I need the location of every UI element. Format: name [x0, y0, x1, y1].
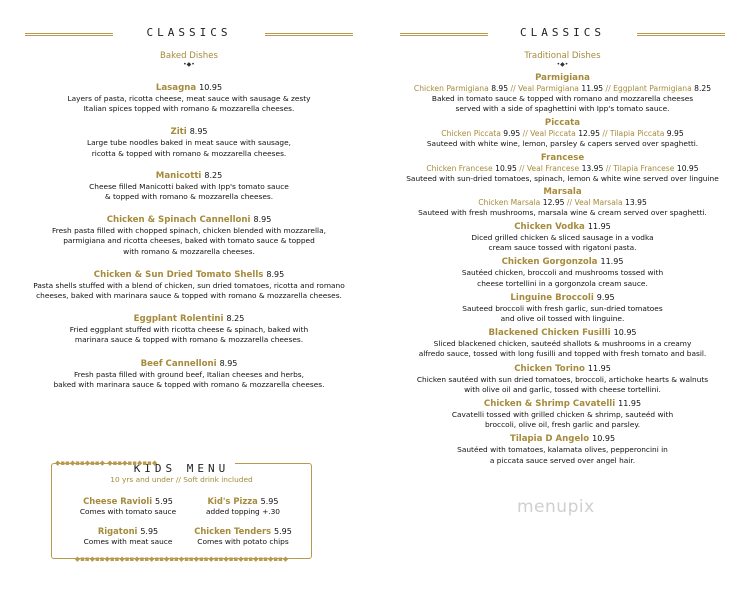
menu-item-name: Piccata	[544, 118, 581, 129]
menu-item-desc: Sautéed chicken, broccoli and mushrooms tossed with	[461, 268, 664, 278]
menu-item	[400, 221, 725, 253]
menu-item-variants: Chicken Piccata 9.95 // Veal Piccata 12.95 // Tilapia Piccata 9.95	[441, 129, 684, 139]
menu-item-name: Chicken & Spinach Cannelloni 8.95	[106, 215, 272, 226]
menu-item-name: Chicken & Shrimp Cavatelli 11.95	[483, 399, 642, 410]
menu-item-desc: with olive oil and garlic, tossed with cheese tortellini.	[464, 384, 661, 394]
menu-item-desc: Italian spices topped with romano & mozzarella cheeses.	[83, 104, 295, 114]
menu-item-price: 8.95	[219, 358, 238, 368]
kids-item	[68, 526, 188, 547]
menu-item-name: Ziti 8.95	[170, 127, 208, 138]
menu-item-desc: baked with marinara sauce & topped with romano & mozzarella cheeses.	[53, 379, 325, 389]
section-subtitle: Traditional Dishes	[524, 51, 601, 61]
menu-item-name: Linguine Broccoli 9.95	[510, 292, 615, 303]
menu-item-name: Eggplant Rolentini 8.25	[133, 314, 245, 325]
menu-item	[400, 256, 725, 288]
menu-item-price: 11.95	[600, 257, 624, 267]
menu-item-price: 11.95	[587, 222, 611, 232]
menu-item-price: 11.95	[618, 399, 642, 409]
menu-item	[400, 363, 725, 395]
menu-item-name: Beef Cannelloni 8.95	[140, 358, 238, 369]
kids-item-desc: Comes with meat sauce	[83, 537, 173, 546]
menu-item-name: Tilapia D Angelo 10.95	[509, 434, 616, 445]
menu-item-name: Lasagna 10.95	[155, 83, 223, 93]
traditional-dishes-list	[400, 73, 725, 466]
menu-item-desc: Fresh pasta filled with chopped spinach, chicken blended with mozzarella,	[52, 226, 326, 236]
menu-item-desc: Fried eggplant stuffed with ricotta cheese & spinach, baked with	[69, 325, 309, 335]
menu-item-name: Francese	[540, 152, 585, 163]
menu-item	[25, 170, 353, 202]
menu-item-desc: Large tube noodles baked in meat sauce with sausage,	[86, 138, 292, 148]
section-header	[400, 26, 725, 42]
menu-item-price: 8.25	[226, 314, 245, 324]
menu-item-price: 9.95	[596, 292, 615, 302]
menu-item-desc: & topped with romano & mozzarella cheeses.	[104, 192, 274, 202]
menu-item-desc: Cavatelli tossed with grilled chicken & shrimp, sauteéd with	[451, 410, 674, 420]
menu-item-price: 8.95	[266, 269, 285, 279]
menu-item	[25, 358, 353, 390]
kids-item-name: Chicken Tenders 5.95	[194, 526, 292, 536]
menu-item-desc: Layers of pasta, ricotta cheese, meat sauce with sausage & zesty	[67, 94, 311, 103]
menu-item	[25, 126, 353, 158]
kids-item-desc: Comes with tomato sauce	[79, 507, 177, 516]
menu-item-price: 8.25	[204, 170, 223, 180]
section-subtitle: Baked Dishes	[160, 51, 218, 61]
menu-item-desc: Sauteed with fresh mushrooms, marsala wine & cream served over spaghetti.	[418, 207, 707, 217]
header-rule-right	[637, 33, 725, 36]
menu-item	[400, 433, 725, 465]
menu-item	[25, 214, 353, 257]
menu-item	[400, 398, 725, 430]
menu-item	[400, 187, 725, 218]
menu-item-desc: Baked in tomato sauce & topped with romano and mozzarella cheeses	[431, 94, 694, 103]
menu-item-name: Marsala	[543, 186, 582, 197]
menu-item-desc: cheese tortellini in a gorgonzola cream sauce.	[477, 278, 648, 288]
kids-border-ornament: ◆▪▪◆▪▪◆▪▪◆▪▪◆▪▪◆▪▪◆▪▪◆▪▪◆▪▪◆▪▪◆▪▪◆▪▪◆▪▪◆▪▪◆	[74, 555, 289, 563]
menu-item-desc: ricotta & topped with romano & mozzarella cheeses.	[91, 148, 287, 158]
kids-item	[183, 496, 303, 517]
menu-item-variants: Chicken Marsala 12.95 // Veal Marsala 13.95	[478, 197, 647, 207]
menu-item-desc: served with a side of spaghettini with Ipp's tomato sauce.	[455, 104, 670, 114]
menu-item-price: 10.95	[613, 328, 637, 338]
kids-item-name: Rigatoni 5.95	[97, 526, 159, 536]
kids-menu-title: KIDS MENU	[51, 457, 312, 476]
menu-item-desc: a piccata sauce served over angel hair.	[489, 455, 636, 465]
menu-item-price: 11.95	[587, 363, 611, 373]
ornament-icon: •◆•	[556, 61, 569, 68]
menu-item	[400, 118, 725, 149]
menu-item-desc: Sautéed with tomatoes, kalamata olives, pepperoncini in	[457, 445, 668, 455]
section-header	[25, 26, 353, 42]
menu-item-desc: cheeses, baked with marinara sauce & topped with romano & mozzarella cheeses.	[36, 291, 342, 301]
menu-item-name: Parmigiana	[535, 73, 590, 83]
menu-item-desc: Chicken sautéed with sun dried tomatoes, broccoli, artichoke hearts & walnuts	[416, 374, 709, 384]
kids-border-ornament: ◆▪▪◆▪▪◆▪▪◆ ◆▪▪◆▪▪◆▪▪◆	[55, 459, 158, 467]
menu-item-desc: cream sauce tossed with rigatoni pasta.	[488, 243, 637, 253]
menu-item-desc: Sliced blackened chicken, sauteéd shallots & mushrooms in a creamy	[433, 339, 692, 349]
kids-item-desc: Comes with potato chips	[197, 537, 289, 546]
menu-item	[25, 82, 353, 114]
kids-item-desc: added topping +.30	[205, 507, 281, 516]
header-rule-right	[265, 33, 353, 36]
menu-item-name: Manicotti 8.25	[155, 170, 223, 181]
kids-menu-note: 10 yrs and under // Soft drink included	[110, 475, 253, 484]
menu-item-desc: Cheese filled Manicotti baked with Ipp's tomato sauce	[89, 181, 289, 191]
menu-item-desc: and olive oil tossed with linguine.	[500, 314, 625, 324]
left-menu-column	[25, 0, 353, 390]
kids-item	[183, 526, 303, 547]
kids-item-name: Kid's Pizza 5.95	[207, 496, 279, 506]
menu-item-desc: Sauteed with white wine, lemon, parsley & capers served over spaghetti.	[426, 139, 699, 149]
menu-item-desc: Diced grilled chicken & sliced sausage in a vodka	[471, 233, 654, 243]
menu-item-desc: marinara sauce & topped with romano & mozzarella cheeses.	[74, 335, 304, 345]
menu-item-price: 10.95	[592, 434, 616, 444]
menu-item-price: 10.95	[199, 83, 223, 92]
kids-item	[68, 496, 188, 517]
menupix-watermark: menupix	[517, 497, 595, 517]
menu-item-desc: Sauteed with sun-dried tomatoes, spinach, lemon & white wine served over linguine	[406, 173, 719, 183]
menu-item	[400, 292, 725, 324]
menu-item-variants: Chicken Francese 10.95 // Veal Francese 13.95 // Tilapia Francese 10.95	[426, 163, 699, 173]
menu-item	[400, 73, 725, 114]
menu-item	[400, 153, 725, 184]
kids-menu-box	[51, 457, 312, 563]
menu-item-desc: broccoli, olive oil, fresh garlic and parsley.	[484, 420, 641, 430]
menu-item-name: Chicken Vodka 11.95	[514, 222, 611, 233]
menu-item-desc: with romano & mozzarella cheeses.	[123, 246, 255, 256]
section-title: CLASSICS	[146, 26, 232, 39]
kids-item-name: Cheese Ravioli 5.95	[83, 496, 173, 506]
menu-item-desc: Pasta shells stuffed with a blend of chicken, sun dried tomatoes, ricotta and romano	[33, 280, 345, 290]
menu-item-name: Chicken & Sun Dried Tomato Shells 8.95	[93, 269, 285, 280]
menu-item	[400, 327, 725, 359]
menu-item-name: Chicken Gorgonzola 11.95	[501, 257, 624, 268]
menu-item-variants: Chicken Parmigiana 8.95 // Veal Parmigiana 11.95 // Eggplant Parmigiana 8.25	[413, 84, 712, 93]
menu-item-desc: Fresh pasta filled with ground beef, Italian cheeses and herbs,	[74, 369, 304, 379]
menu-item-price: 8.95	[189, 127, 208, 137]
menu-item-desc: parmigiana and ricotta cheeses, baked with tomato sauce & topped	[63, 236, 315, 246]
baked-dishes-list	[25, 82, 353, 390]
menu-item-desc: Sauteed broccoli with fresh garlic, sun-dried tomatoes	[462, 303, 663, 313]
ornament-icon: •◆•	[183, 61, 195, 68]
right-menu-column	[400, 0, 725, 466]
menu-item-name: Chicken Torino 11.95	[514, 363, 611, 374]
menu-item	[25, 269, 353, 301]
menu-item-desc: alfredo sauce, tossed with long fusilli and topped with fresh tomato and basil.	[418, 349, 707, 359]
menu-item	[25, 313, 353, 345]
menu-item-price: 8.95	[253, 215, 272, 225]
section-title: CLASSICS	[520, 26, 605, 39]
menu-item-name: Blackened Chicken Fusilli 10.95	[488, 328, 637, 339]
